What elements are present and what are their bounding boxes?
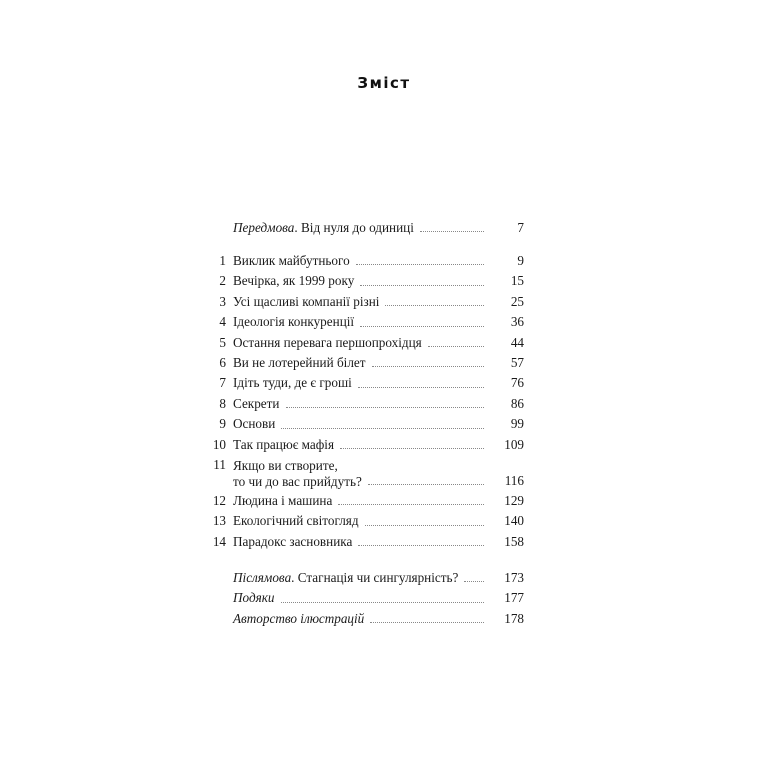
chapter-number: 3 [219, 293, 226, 309]
toc-entry[interactable] [200, 532, 524, 552]
chapter-title-line-2: то чи до вас прийдуть? [233, 474, 362, 490]
toc-entry[interactable] [200, 312, 524, 332]
toc-page-number: 99 [510, 416, 524, 432]
dot-leader [286, 407, 485, 408]
dot-leader [356, 264, 484, 265]
toc-entry-rest: . Від нуля до одиниці [294, 219, 414, 235]
toc-page-number: 177 [504, 590, 524, 606]
toc-title-wrap [233, 435, 484, 455]
toc-page-number: 7 [517, 219, 524, 235]
toc-title-wrap [233, 491, 484, 511]
toc-entry-title [233, 218, 420, 238]
toc-title-wrap [233, 609, 484, 629]
toc-entry[interactable] [200, 588, 524, 608]
chapter-title: Так працює мафія [233, 435, 340, 455]
chapter-number: 10 [212, 436, 226, 452]
toc-entry[interactable] [200, 394, 524, 414]
dot-leader [428, 346, 484, 347]
toc-title-wrap [233, 333, 484, 353]
toc-chapters [200, 251, 524, 552]
chapter-number: 5 [219, 334, 226, 350]
chapter-title [233, 458, 368, 491]
toc-page-number: 86 [510, 395, 524, 411]
toc-page-number: 76 [510, 375, 524, 391]
toc-page-number: 44 [510, 334, 524, 350]
toc-entry[interactable] [200, 511, 524, 531]
toc-entry-italic: Передмова [233, 219, 295, 235]
toc-entry[interactable] [200, 353, 524, 373]
toc-title-wrap [233, 353, 484, 373]
chapter-title: Усі щасливі компанії різні [233, 292, 385, 312]
dot-leader [365, 525, 484, 526]
toc-entry[interactable] [200, 491, 524, 511]
toc-entry-title [233, 568, 464, 588]
chapter-number: 7 [219, 375, 226, 391]
dot-leader [340, 448, 484, 449]
toc-title-wrap [233, 218, 484, 238]
toc-page-number: 9 [517, 252, 524, 268]
chapter-number: 8 [219, 395, 226, 411]
chapter-number: 11 [213, 456, 226, 472]
dot-leader [372, 366, 484, 367]
chapter-title: Остання перевага першопрохідця [233, 333, 428, 353]
dot-leader [385, 305, 484, 306]
chapter-title: Ідіть туди, де є гроші [233, 373, 358, 393]
toc-entry-title [233, 609, 370, 629]
toc-entry[interactable] [200, 609, 524, 629]
toc-entry[interactable] [200, 251, 524, 271]
toc-title-wrap [233, 414, 484, 434]
dot-leader [358, 387, 484, 388]
toc-page-number: 36 [510, 314, 524, 330]
toc-entry[interactable] [200, 292, 524, 312]
chapter-number: 6 [219, 354, 226, 370]
toc-entry-italic: Післямова [233, 569, 292, 585]
chapter-title: Людина і машина [233, 491, 338, 511]
toc-page-number: 173 [504, 569, 524, 585]
toc-title-wrap [233, 532, 484, 552]
toc-title-wrap [233, 568, 484, 588]
chapter-number: 2 [219, 273, 226, 289]
chapter-title: Парадокс засновника [233, 532, 358, 552]
toc-title-wrap [233, 312, 484, 332]
chapter-number: 4 [219, 314, 226, 330]
dot-leader [360, 285, 484, 286]
toc-front [200, 218, 524, 238]
dot-leader [464, 581, 484, 582]
toc-page-number: 15 [510, 273, 524, 289]
page-title: Зміст [357, 74, 411, 92]
toc-entry[interactable] [200, 373, 524, 393]
toc-page-number: 109 [504, 436, 524, 452]
toc-title-wrap [233, 373, 484, 393]
chapter-number: 13 [212, 513, 226, 529]
chapter-number: 1 [219, 252, 226, 268]
dot-leader [358, 545, 484, 546]
chapter-number: 14 [212, 533, 226, 549]
toc-page-number: 25 [510, 293, 524, 309]
chapter-title: Екологічний світогляд [233, 511, 365, 531]
toc-entry[interactable] [200, 218, 524, 238]
chapter-title: Секрети [233, 394, 286, 414]
chapter-number: 9 [219, 416, 226, 432]
dot-leader [420, 231, 484, 232]
dot-leader [338, 504, 484, 505]
toc-page-number: 57 [510, 354, 524, 370]
dot-leader [360, 326, 484, 327]
toc-title-wrap [233, 251, 484, 271]
chapter-title-line-1: Якщо ви створите, [233, 457, 338, 473]
toc-back [200, 568, 524, 629]
dot-leader [370, 622, 484, 623]
toc-entry[interactable] [200, 455, 524, 491]
chapter-title: Ідеологія конкуренції [233, 312, 360, 332]
dot-leader [281, 602, 484, 603]
toc-entry[interactable] [200, 568, 524, 588]
dot-leader [368, 484, 484, 485]
toc-title-wrap [233, 292, 484, 312]
toc-page-number: 158 [504, 533, 524, 549]
chapter-title: Ви не лотерейний білет [233, 353, 372, 373]
toc-entry-italic: Авторство ілюстрацій [233, 610, 365, 626]
dot-leader [281, 428, 484, 429]
chapter-number: 12 [212, 492, 226, 508]
toc-entry-italic: Подяки [233, 590, 275, 606]
toc-title-wrap [233, 394, 484, 414]
toc-entry[interactable] [200, 271, 524, 291]
toc-entry[interactable] [200, 435, 524, 455]
toc-page-number: 116 [504, 472, 524, 488]
toc-page-number: 129 [504, 492, 524, 508]
toc-entry-rest: . Стагнація чи сингулярність? [291, 569, 459, 585]
toc-page-number: 140 [504, 513, 524, 529]
toc-title-wrap [233, 511, 484, 531]
chapter-title: Вечірка, як 1999 року [233, 271, 360, 291]
toc-title-wrap [233, 271, 484, 291]
toc-entry-title [233, 588, 281, 608]
chapter-title: Виклик майбутнього [233, 251, 356, 271]
toc-title-wrap [233, 458, 484, 491]
toc-entry[interactable] [200, 414, 524, 434]
toc-title-wrap [233, 588, 484, 608]
chapter-title: Основи [233, 414, 281, 434]
toc-page-number: 178 [504, 610, 524, 626]
toc-entry[interactable] [200, 333, 524, 353]
